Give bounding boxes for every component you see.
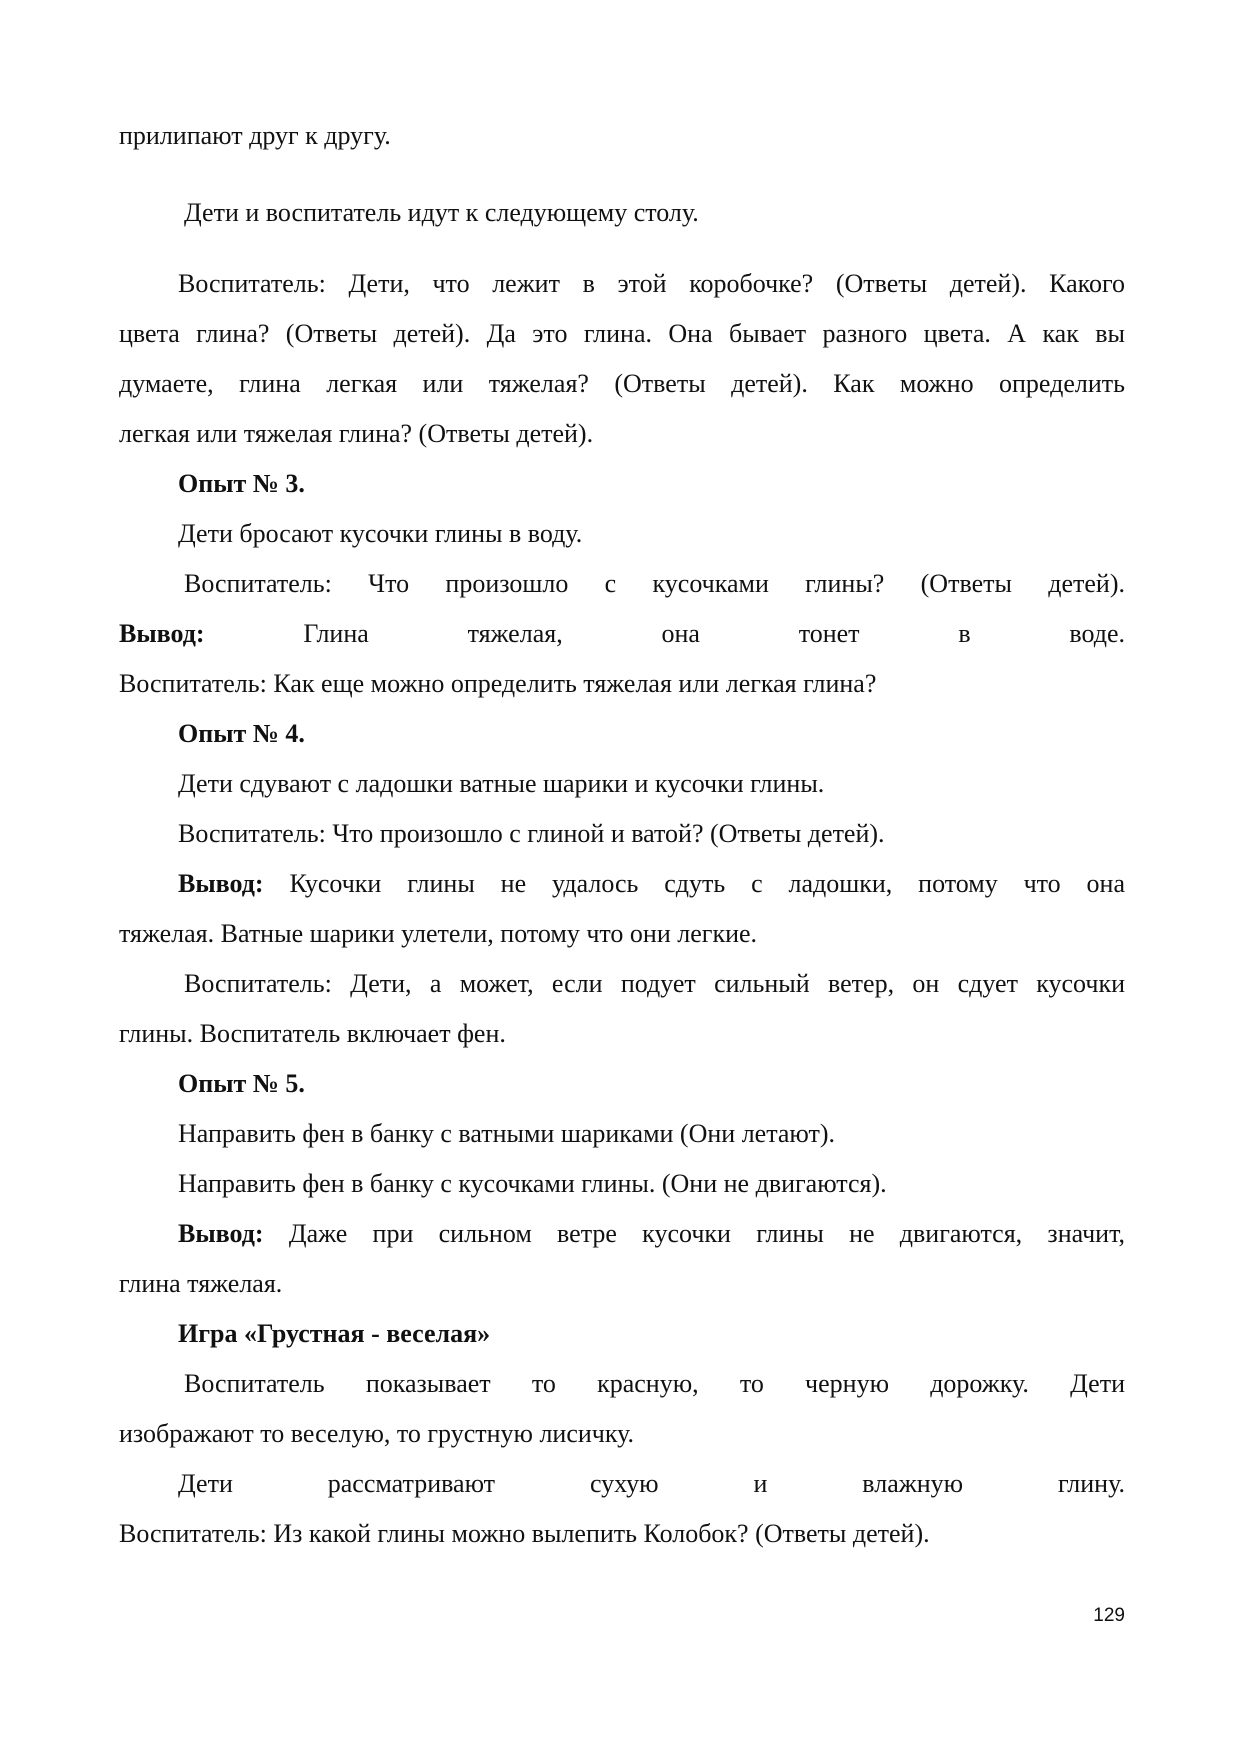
paragraph-line: Воспитатель: Дети, что лежит в этой коробочке? (Ответы детей). Какого xyxy=(178,269,1125,298)
conclusion-label: Вывод: xyxy=(178,869,264,898)
paragraph-line: Воспитатель: Как еще можно определить тяжелая или легкая глина? xyxy=(119,669,877,698)
paragraph-line: глина тяжелая. xyxy=(119,1269,283,1298)
paragraph-line: изображают то веселую, то грустную лисичку. xyxy=(119,1419,635,1448)
paragraph-line: Воспитатель: Дети, а может, если подует сильный ветер, он сдует кусочки xyxy=(184,969,1125,998)
paragraph-line: прилипают друг к другу. xyxy=(119,121,391,150)
conclusion-text: Кусочки глины не удалось сдуть с ладошки, потому что она xyxy=(289,869,1125,898)
paragraph-line: Дети сдувают с ладошки ватные шарики и кусочки глины. xyxy=(178,769,825,798)
conclusion-text: Глина тяжелая, она тонет в воде. xyxy=(303,619,1125,648)
page-number: 129 xyxy=(1093,1605,1125,1626)
paragraph-line: Направить фен в банку с ватными шариками (Они летают). xyxy=(178,1119,836,1148)
section-heading: Опыт № 4. xyxy=(178,719,305,748)
paragraph-line: легкая или тяжелая глина? (Ответы детей). xyxy=(119,419,594,448)
paragraph-line: Дети рассматривают сухую и влажную глину. xyxy=(178,1469,1125,1498)
paragraph-line: тяжелая. Ватные шарики улетели, потому что они легкие. xyxy=(119,919,758,948)
paragraph-line: Дети бросают кусочки глины в воду. xyxy=(178,519,583,548)
section-heading: Опыт № 3. xyxy=(178,469,305,498)
conclusion-line xyxy=(119,618,1125,650)
conclusion-line xyxy=(178,1218,1125,1250)
paragraph-line: Направить фен в банку с кусочками глины. (Они не двигаются). xyxy=(178,1169,887,1198)
paragraph-line: Воспитатель показывает то красную, то черную дорожку. Дети xyxy=(184,1369,1125,1398)
section-heading: Игра «Грустная - веселая» xyxy=(178,1319,491,1348)
paragraph-line: Воспитатель: Из какой глины можно вылепить Колобок? (Ответы детей). xyxy=(119,1519,930,1548)
paragraph-line: Воспитатель: Что произошло с глиной и ватой? (Ответы детей). xyxy=(178,819,885,848)
conclusion-label: Вывод: xyxy=(119,619,205,648)
conclusion-label: Вывод: xyxy=(178,1219,264,1248)
paragraph-line: глины. Воспитатель включает фен. xyxy=(119,1019,506,1048)
conclusion-line xyxy=(178,868,1125,900)
paragraph-line: думаете, глина легкая или тяжелая? (Ответы детей). Как можно определить xyxy=(119,369,1125,398)
paragraph-line: Дети и воспитатель идут к следующему столу. xyxy=(184,198,699,227)
paragraph-line: цвета глина? (Ответы детей). Да это глина. Она бывает разного цвета. А как вы xyxy=(119,319,1125,348)
paragraph-line: Воспитатель: Что произошло с кусочками глины? (Ответы детей). xyxy=(184,569,1125,598)
conclusion-text: Даже при сильном ветре кусочки глины не двигаются, значит, xyxy=(288,1219,1125,1248)
section-heading: Опыт № 5. xyxy=(178,1069,305,1098)
